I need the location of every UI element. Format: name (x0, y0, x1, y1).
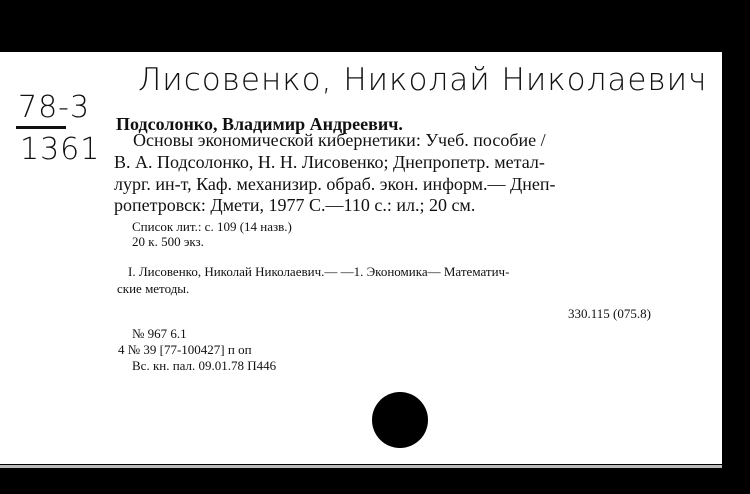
handwritten-call-number-bottom: 1361 (20, 132, 101, 167)
entry-body-line: лург. ин-т, Каф. механизир. обраб. экон. информ.— Днеп- (114, 174, 556, 194)
tracing-line: ские методы. (117, 281, 190, 296)
tracing-line: I. Лисовенко, Николай Николаевич.— —1. Экономика— Математич- (128, 264, 510, 279)
registry-line: 4 № 39 [77-100427] п оп (118, 342, 252, 357)
registry-line: № 967 6.1 (132, 326, 187, 341)
bibliography-note: Список лит.: с. 109 (14 назв.) (132, 219, 292, 234)
entry-body-line: ропетровск: Дмети, 1977 С.—110 с.: ил.; 20 см. (114, 195, 476, 215)
handwritten-call-number-top: 78-3 (18, 90, 91, 125)
classification-number: 330.115 (075.8) (568, 306, 651, 321)
handwritten-author-name: Лисовенко, Николай Николаевич (138, 62, 708, 98)
catalog-card (0, 52, 722, 464)
entry-body-line: В. А. Подсолонко, Н. Н. Лисовенко; Днепропетр. метал- (114, 152, 545, 172)
price-print-run-note: 20 к. 500 экз. (132, 234, 204, 249)
card-bottom-edge (0, 465, 722, 468)
entry-heading: Подсолонко, Владимир Андреевич. (116, 114, 403, 134)
entry-body-line: Основы экономической кибернетики: Учеб. пособие / (133, 130, 546, 150)
registry-line: Вс. кн. пал. 09.01.78 П446 (132, 358, 277, 373)
call-number-divider (16, 126, 66, 129)
card-punch-hole (372, 392, 428, 448)
